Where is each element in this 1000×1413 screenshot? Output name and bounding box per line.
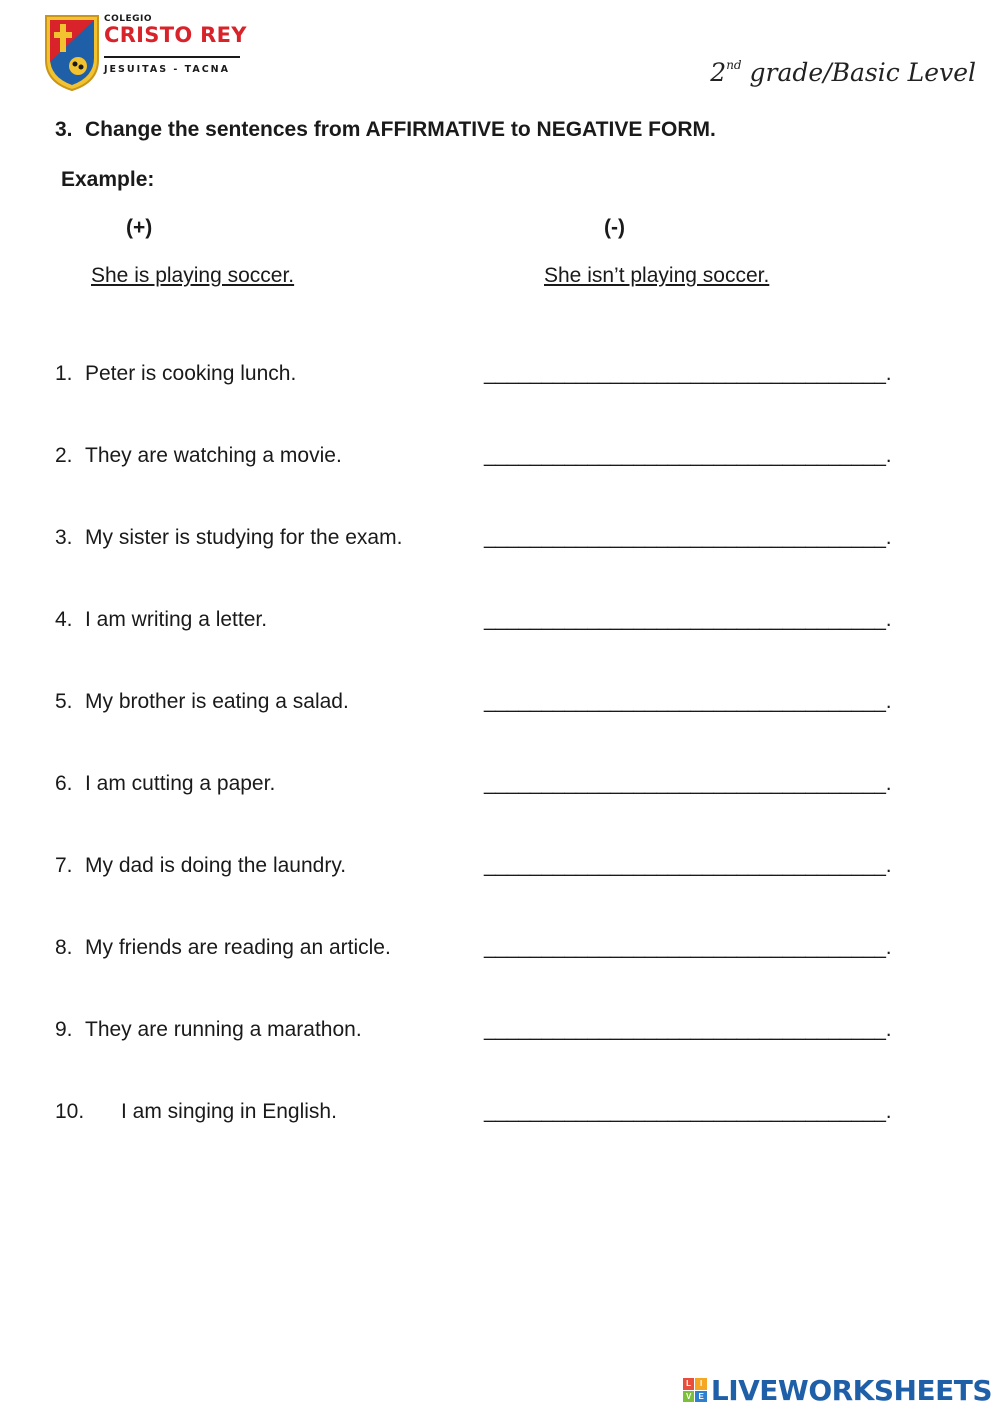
item-number: 2.: [55, 444, 73, 467]
item-number: 5.: [55, 690, 73, 713]
grade-level: [710, 58, 976, 87]
exercise-instruction: Change the sentences from AFFIRMATIVE to NEGATIVE FORM.: [85, 118, 716, 141]
answer-blank-2[interactable]: ___________________________________.: [484, 444, 892, 467]
example-positive-sentence: She is playing soccer.: [91, 264, 295, 287]
logo-school-name: CRISTO REY: [104, 23, 247, 47]
item-number: 9.: [55, 1018, 73, 1041]
item-number: 6.: [55, 772, 73, 795]
logo-school-label: COLEGIO: [104, 14, 153, 24]
answer-blank-4[interactable]: ___________________________________.: [484, 608, 892, 631]
grade-text: grade/Basic Level: [741, 58, 976, 87]
icon-letter-e: E: [695, 1391, 707, 1403]
item-sentence: My friends are reading an article.: [85, 936, 391, 959]
item-sentence: My dad is doing the laundry.: [85, 854, 347, 877]
exercise-item-6: [55, 772, 965, 802]
icon-letter-l: L: [683, 1378, 695, 1390]
exercise-number: 3.: [55, 118, 73, 141]
exercise-item-10: [55, 1100, 965, 1130]
item-number: 8.: [55, 936, 73, 959]
exercise-heading: [55, 118, 716, 142]
item-sentence: My brother is eating a salad.: [85, 690, 349, 713]
item-sentence: I am writing a letter.: [85, 608, 268, 631]
liveworksheets-brand: LIVEWORKSHEETS: [710, 1373, 992, 1407]
icon-letter-i: I: [695, 1378, 707, 1390]
item-number: 7.: [55, 854, 73, 877]
answer-blank-3[interactable]: ___________________________________.: [484, 526, 892, 549]
icon-letter-v: V: [683, 1391, 695, 1403]
answer-blank-1[interactable]: ___________________________________.: [484, 362, 892, 385]
item-sentence: I am cutting a paper.: [85, 772, 276, 795]
answer-blank-8[interactable]: ___________________________________.: [484, 936, 892, 959]
answer-blank-5[interactable]: ___________________________________.: [484, 690, 892, 713]
item-sentence: They are watching a movie.: [85, 444, 342, 467]
school-logo: [42, 12, 252, 92]
item-sentence: I am singing in English.: [121, 1100, 337, 1123]
exercise-item-3: [55, 526, 965, 556]
item-sentence: They are running a marathon.: [85, 1018, 362, 1041]
item-number: 4.: [55, 608, 73, 631]
exercise-item-8: [55, 936, 965, 966]
liveworksheets-icon: [683, 1378, 707, 1402]
exercise-item-2: [55, 444, 965, 474]
exercise-item-9: [55, 1018, 965, 1048]
answer-blank-9[interactable]: ___________________________________.: [484, 1018, 892, 1041]
example-negative-sentence: She isn’t playing soccer.: [544, 264, 770, 287]
item-sentence: Peter is cooking lunch.: [85, 362, 297, 385]
negative-sign: (-): [604, 216, 625, 239]
example-label: Example:: [61, 168, 155, 191]
positive-sign: (+): [126, 216, 153, 239]
answer-blank-6[interactable]: ___________________________________.: [484, 772, 892, 795]
answer-blank-10[interactable]: ___________________________________.: [484, 1100, 892, 1123]
exercise-item-4: [55, 608, 965, 638]
logo-underline: [104, 56, 240, 59]
liveworksheets-footer: [683, 1375, 992, 1405]
grade-number: 2: [710, 58, 727, 87]
logo-school-sub: JESUITAS - TACNA: [104, 64, 230, 75]
item-number: 10.: [55, 1100, 85, 1123]
answer-blank-7[interactable]: ___________________________________.: [484, 854, 892, 877]
exercise-item-7: [55, 854, 965, 884]
school-crest-icon: [42, 12, 102, 92]
exercise-item-1: [55, 362, 965, 392]
exercise-item-5: [55, 690, 965, 720]
grade-ordinal: nd: [726, 58, 742, 72]
item-number: 1.: [55, 362, 73, 385]
item-number: 3.: [55, 526, 73, 549]
item-sentence: My sister is studying for the exam.: [85, 526, 403, 549]
